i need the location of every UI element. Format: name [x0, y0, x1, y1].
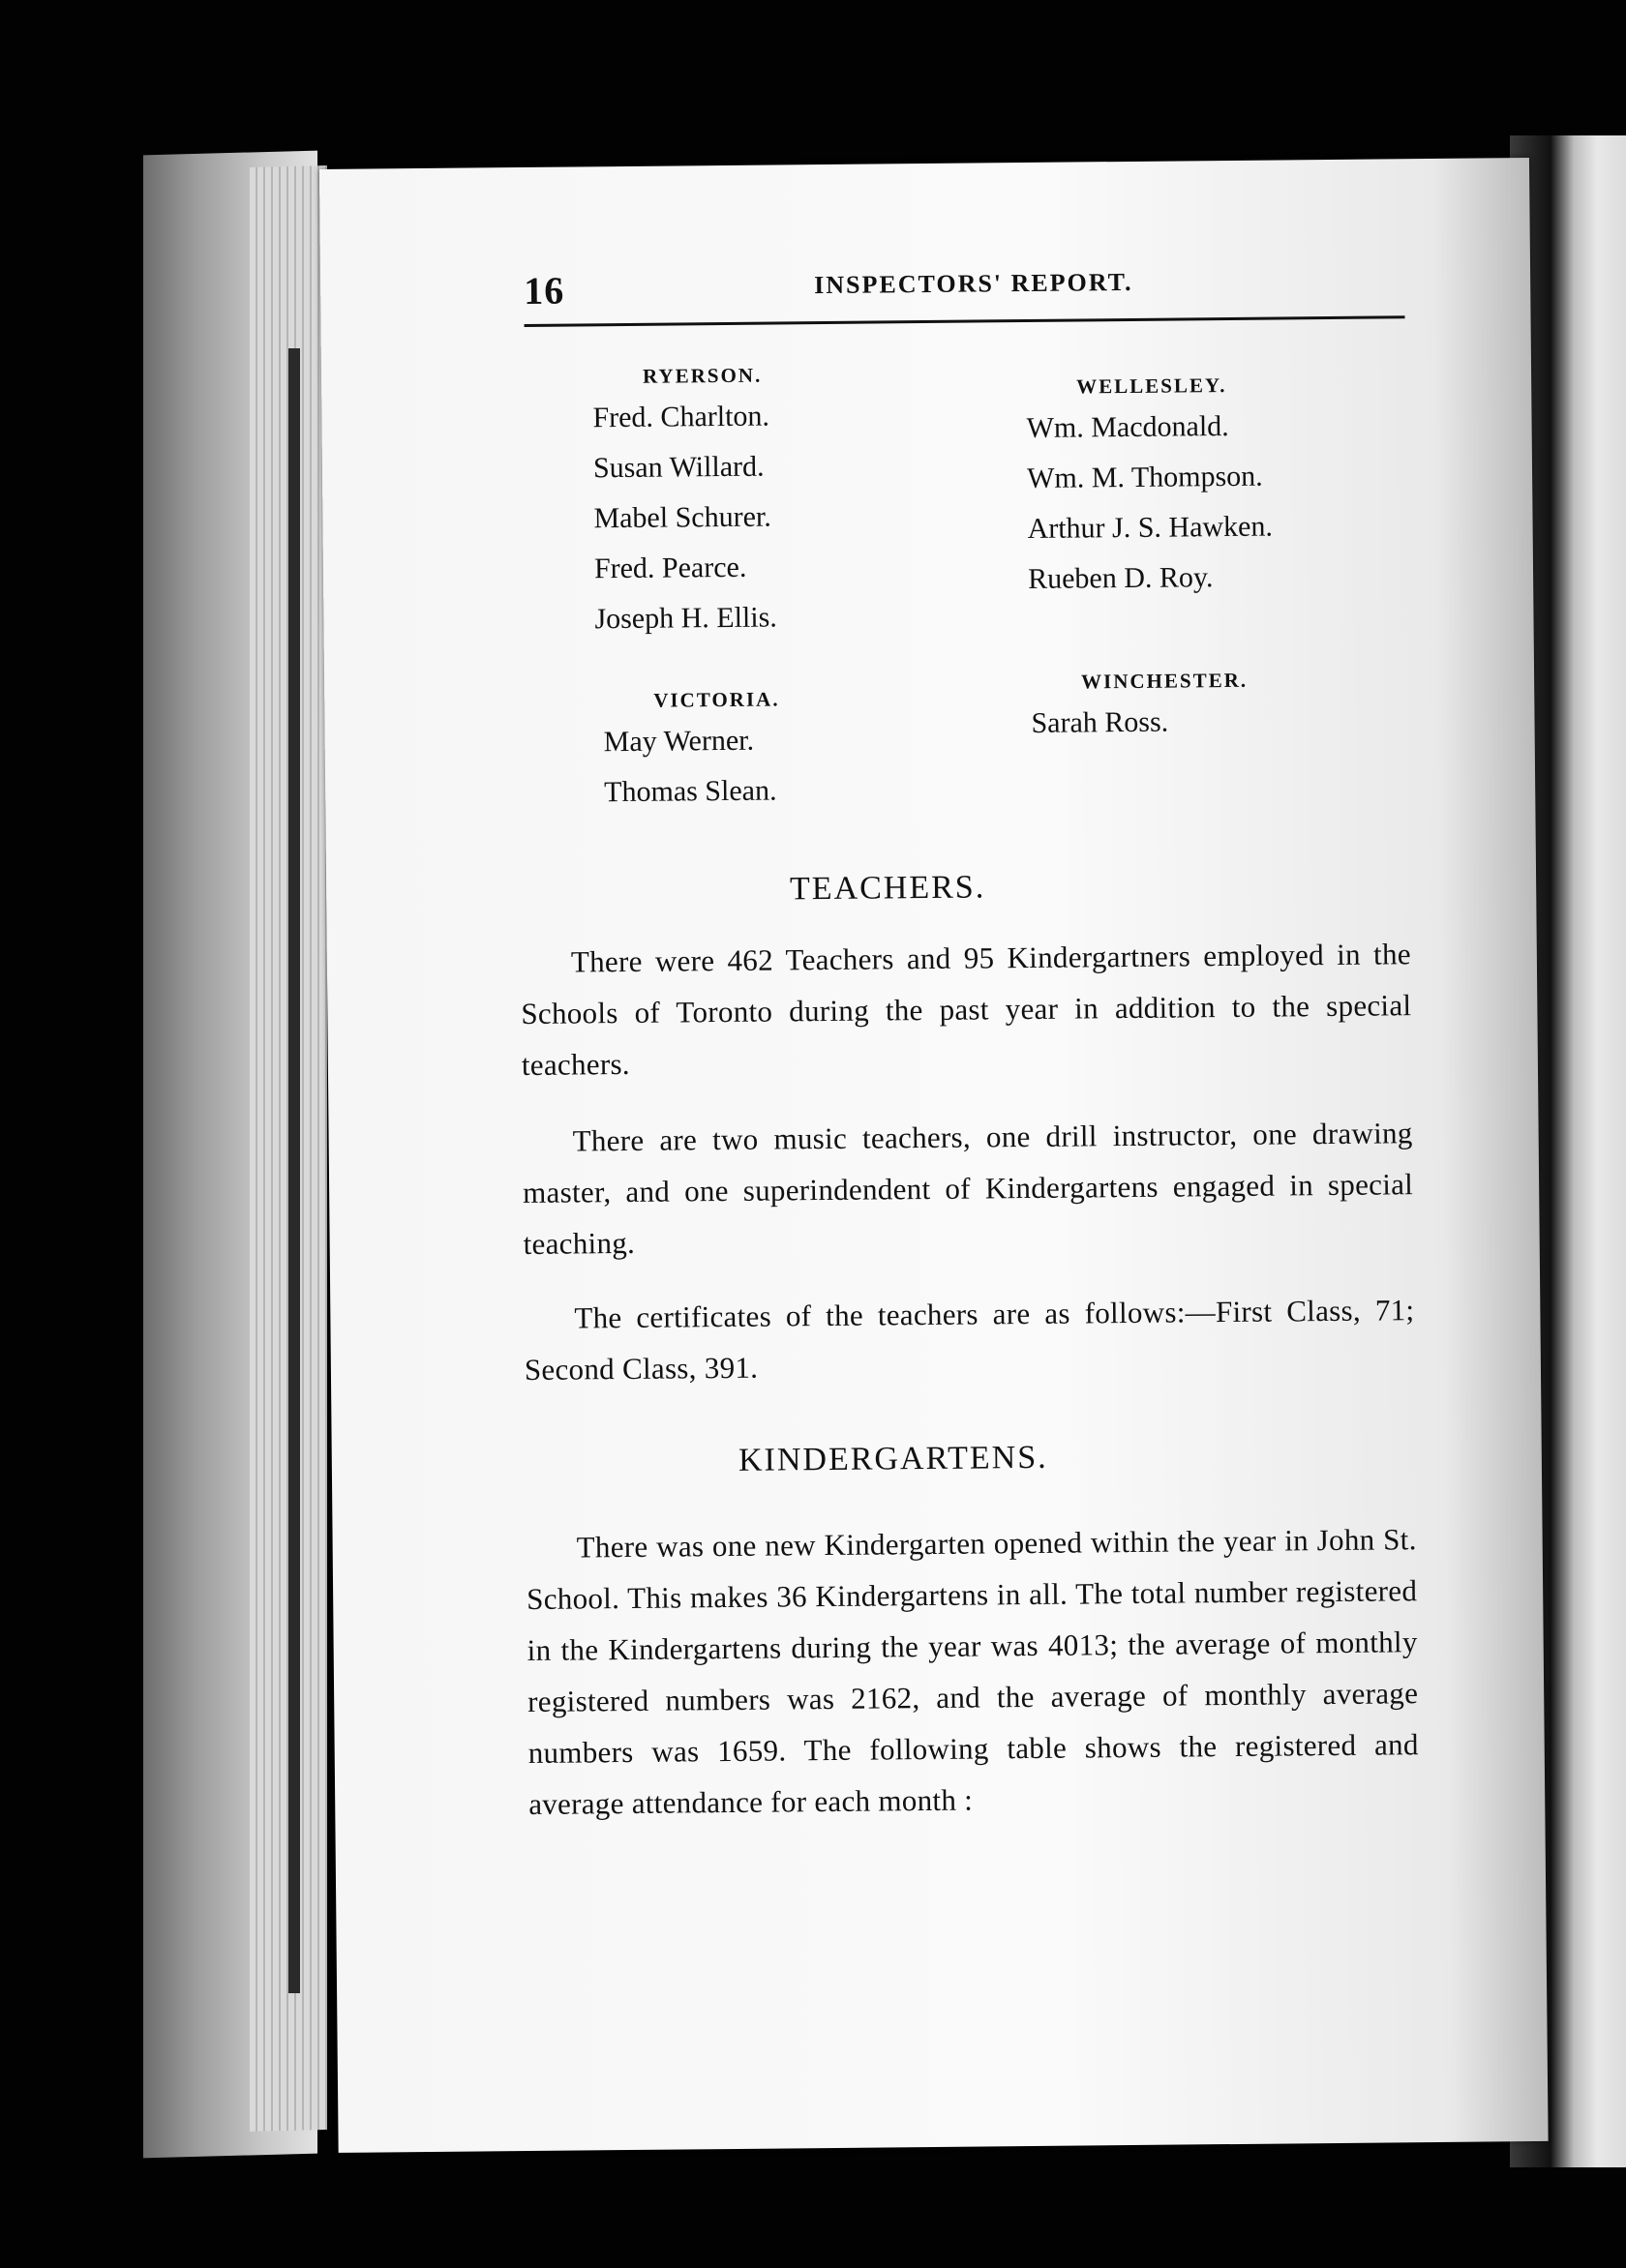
teacher-name: Susan Willard. — [592, 450, 765, 485]
running-title: INSPECTORS' REPORT. — [814, 267, 1133, 300]
teacher-name: Fred. Charlton. — [592, 400, 770, 434]
book-page — [319, 158, 1549, 2153]
school-list-wellesley — [1026, 369, 1274, 605]
teacher-name: Joseph H. Ellis. — [594, 601, 777, 636]
school-list-ryerson — [592, 358, 777, 644]
section-heading-kindergartens: KINDERGARTENS. — [738, 1439, 1048, 1478]
school-name: VICTORIA. — [653, 687, 780, 712]
paragraph: The certificates of the teachers are as follows:—First Class, 71; Second Class, 391. — [524, 1293, 1415, 1388]
teacher-name: Arthur J. S. Hawken. — [1027, 510, 1274, 545]
teacher-name: Fred. Pearce. — [593, 551, 747, 585]
paragraph: There was one new Kindergarten opened within the year in John St. School. This makes 36 Kindergartens in all. The total number registered in the Kindergartens during the year was 4013; the average of monthly registered numbers was 2162, and the average of monthly average numbers was 1659. The following table shows the registered and average attendance for each month : — [527, 1522, 1419, 1822]
paragraph: There are two music teachers, one drill instructor, one drawing master, and one superindendent of Kindergartens engaged in special teaching. — [522, 1116, 1414, 1262]
teacher-name: Sarah Ross. — [1031, 705, 1169, 739]
teacher-name: May Werner. — [603, 724, 755, 759]
teacher-name: Rueben D. Roy. — [1027, 561, 1214, 595]
teacher-name: Wm. M. Thompson. — [1026, 460, 1263, 494]
header-rule — [525, 315, 1405, 327]
school-name: WELLESLEY. — [1076, 373, 1227, 399]
section-heading-teachers: TEACHERS. — [789, 869, 986, 908]
school-list-winchester — [1031, 664, 1249, 749]
binding-strip — [288, 348, 300, 1993]
teacher-name: Wm. Macdonald. — [1026, 409, 1229, 444]
school-list-victoria — [603, 682, 781, 818]
page-header — [524, 255, 1415, 322]
paragraph: There were 462 Teachers and 95 Kindergartners employed in the Schools of Toronto during the past year in addition to the special teachers. — [521, 937, 1412, 1083]
teacher-name: Thomas Slean. — [604, 774, 777, 809]
school-name: WINCHESTER. — [1081, 668, 1249, 694]
teacher-name: Mabel Schurer. — [593, 500, 771, 535]
school-name: RYERSON. — [642, 363, 763, 388]
page-number: 16 — [523, 268, 565, 313]
page-content — [319, 158, 1549, 2153]
